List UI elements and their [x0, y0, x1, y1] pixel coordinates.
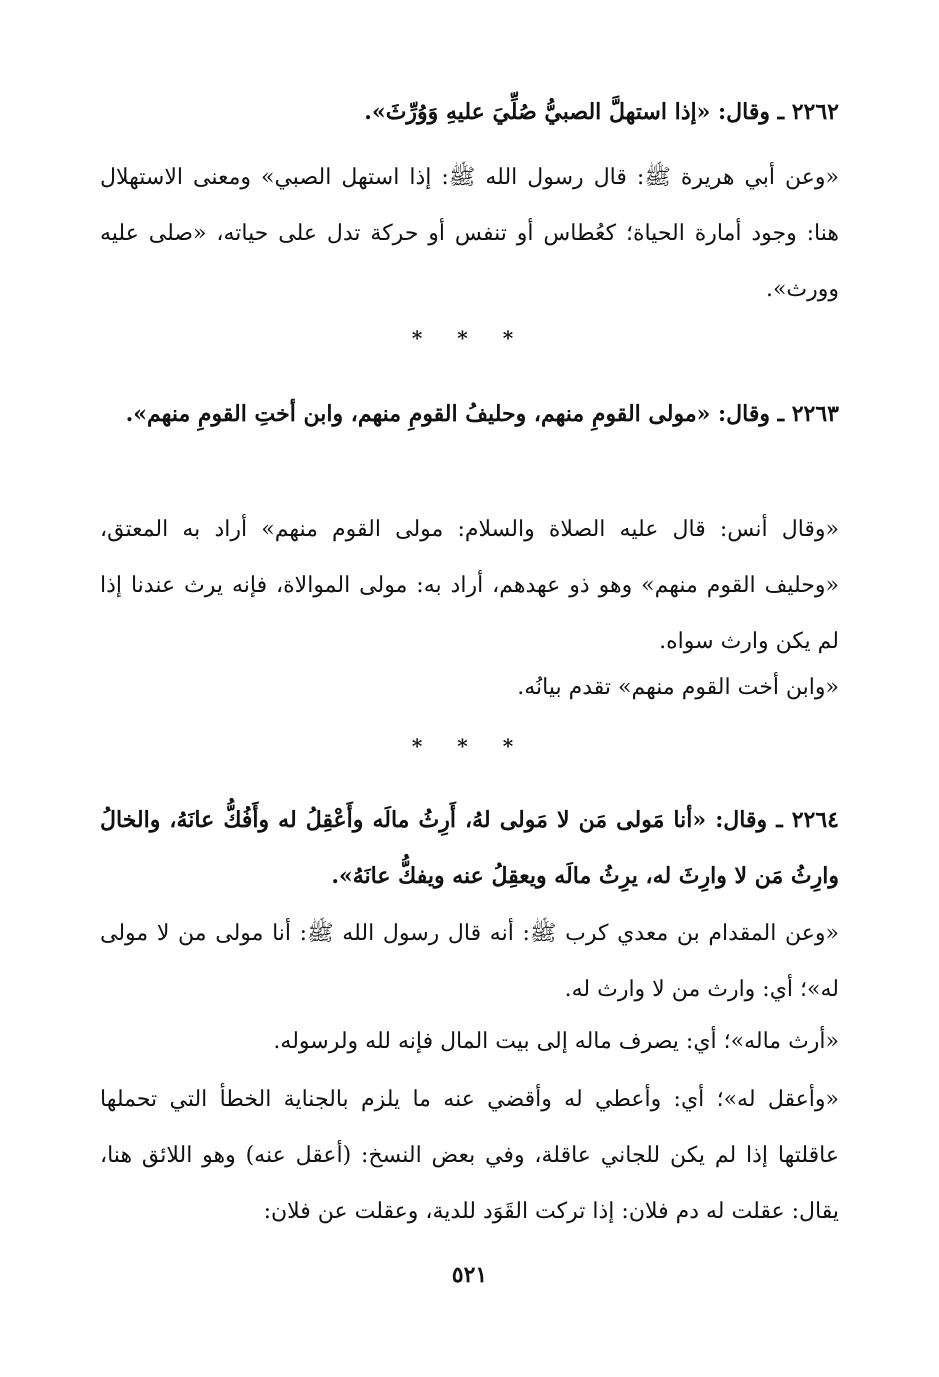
hadith-2264-commentary-3: «وأعقل له»؛ أي: وأعطي له وأقضي عنه ما يلزم بالجناية الخطأ التي تحملها عاقلتها إذا لم يكن للجاني عاقلة، وفي بعض النسخ: (أعقل عنه) وهو اللائق هنا، يقال: عقلت له دم فلان: إذا تركت القَوَد للدية، وعقلت عن فلان:	[100, 1087, 839, 1224]
hadith-2264-commentary-2: «أرث ماله»؛ أي: يصرف ماله إلى بيت المال فإنه لله ولرسوله.	[273, 1029, 839, 1054]
hadith-2264-heading: ٢٢٦٤ ـ وقال: «أنا مَولى مَن لا مَولى لهُ، أَرِثُ مالَه وأَعْقِلُ له وأَفُكُّ عانَهُ، والخالُ وارِثُ مَن لا وارِثَ له، يرِثُ مالَه ويعقِلُ عنه ويفكُّ عانَهُ».	[100, 807, 839, 889]
hadith-2262-commentary: «وعن أبي هريرة ﷺ: قال رسول الله ﷺ: إذا استهل الصبي» ومعنى الاستهلال هنا: وجود أمارة الحياة؛ كعُطاس أو تنفس أو حركة تدل على حياته، «صلى عليه وورث».	[100, 165, 839, 302]
hadith-2263-commentary: «وقال أنس: قال عليه الصلاة والسلام: مولى القوم منهم» أراد به المعتق، «وحليف القوم منهم» وهو ذو عهدهم، أراد به: مولى الموالاة، فإنه يرث عندنا إذا لم يكن وارث سواه.	[100, 517, 839, 654]
page-number: ٥٢١	[451, 1262, 488, 1288]
hadith-2263-heading: ٢٢٦٣ ـ وقال: «مولى القومِ منهم، وحليفُ القومِ منهم، وابن أختِ القومِ منهم».	[125, 401, 839, 427]
section-separator: * * *	[411, 326, 528, 350]
section-separator: * * *	[411, 734, 528, 758]
hadith-2262-heading: ٢٢٦٢ ـ وقال: «إذا استهلَّ الصبيُّ صُلِّيَ عليهِ وَوُرِّثَ».	[364, 99, 839, 125]
hadith-2263-commentary-2: «وابن أخت القوم منهم» تقدم بيانُه.	[517, 675, 839, 700]
hadith-2264-commentary: «وعن المقدام بن معدي كرب ﷺ: أنه قال رسول الله ﷺ: أنا مولى من لا مولى له»؛ أي: وارث من لا وارث له.	[100, 921, 839, 1002]
